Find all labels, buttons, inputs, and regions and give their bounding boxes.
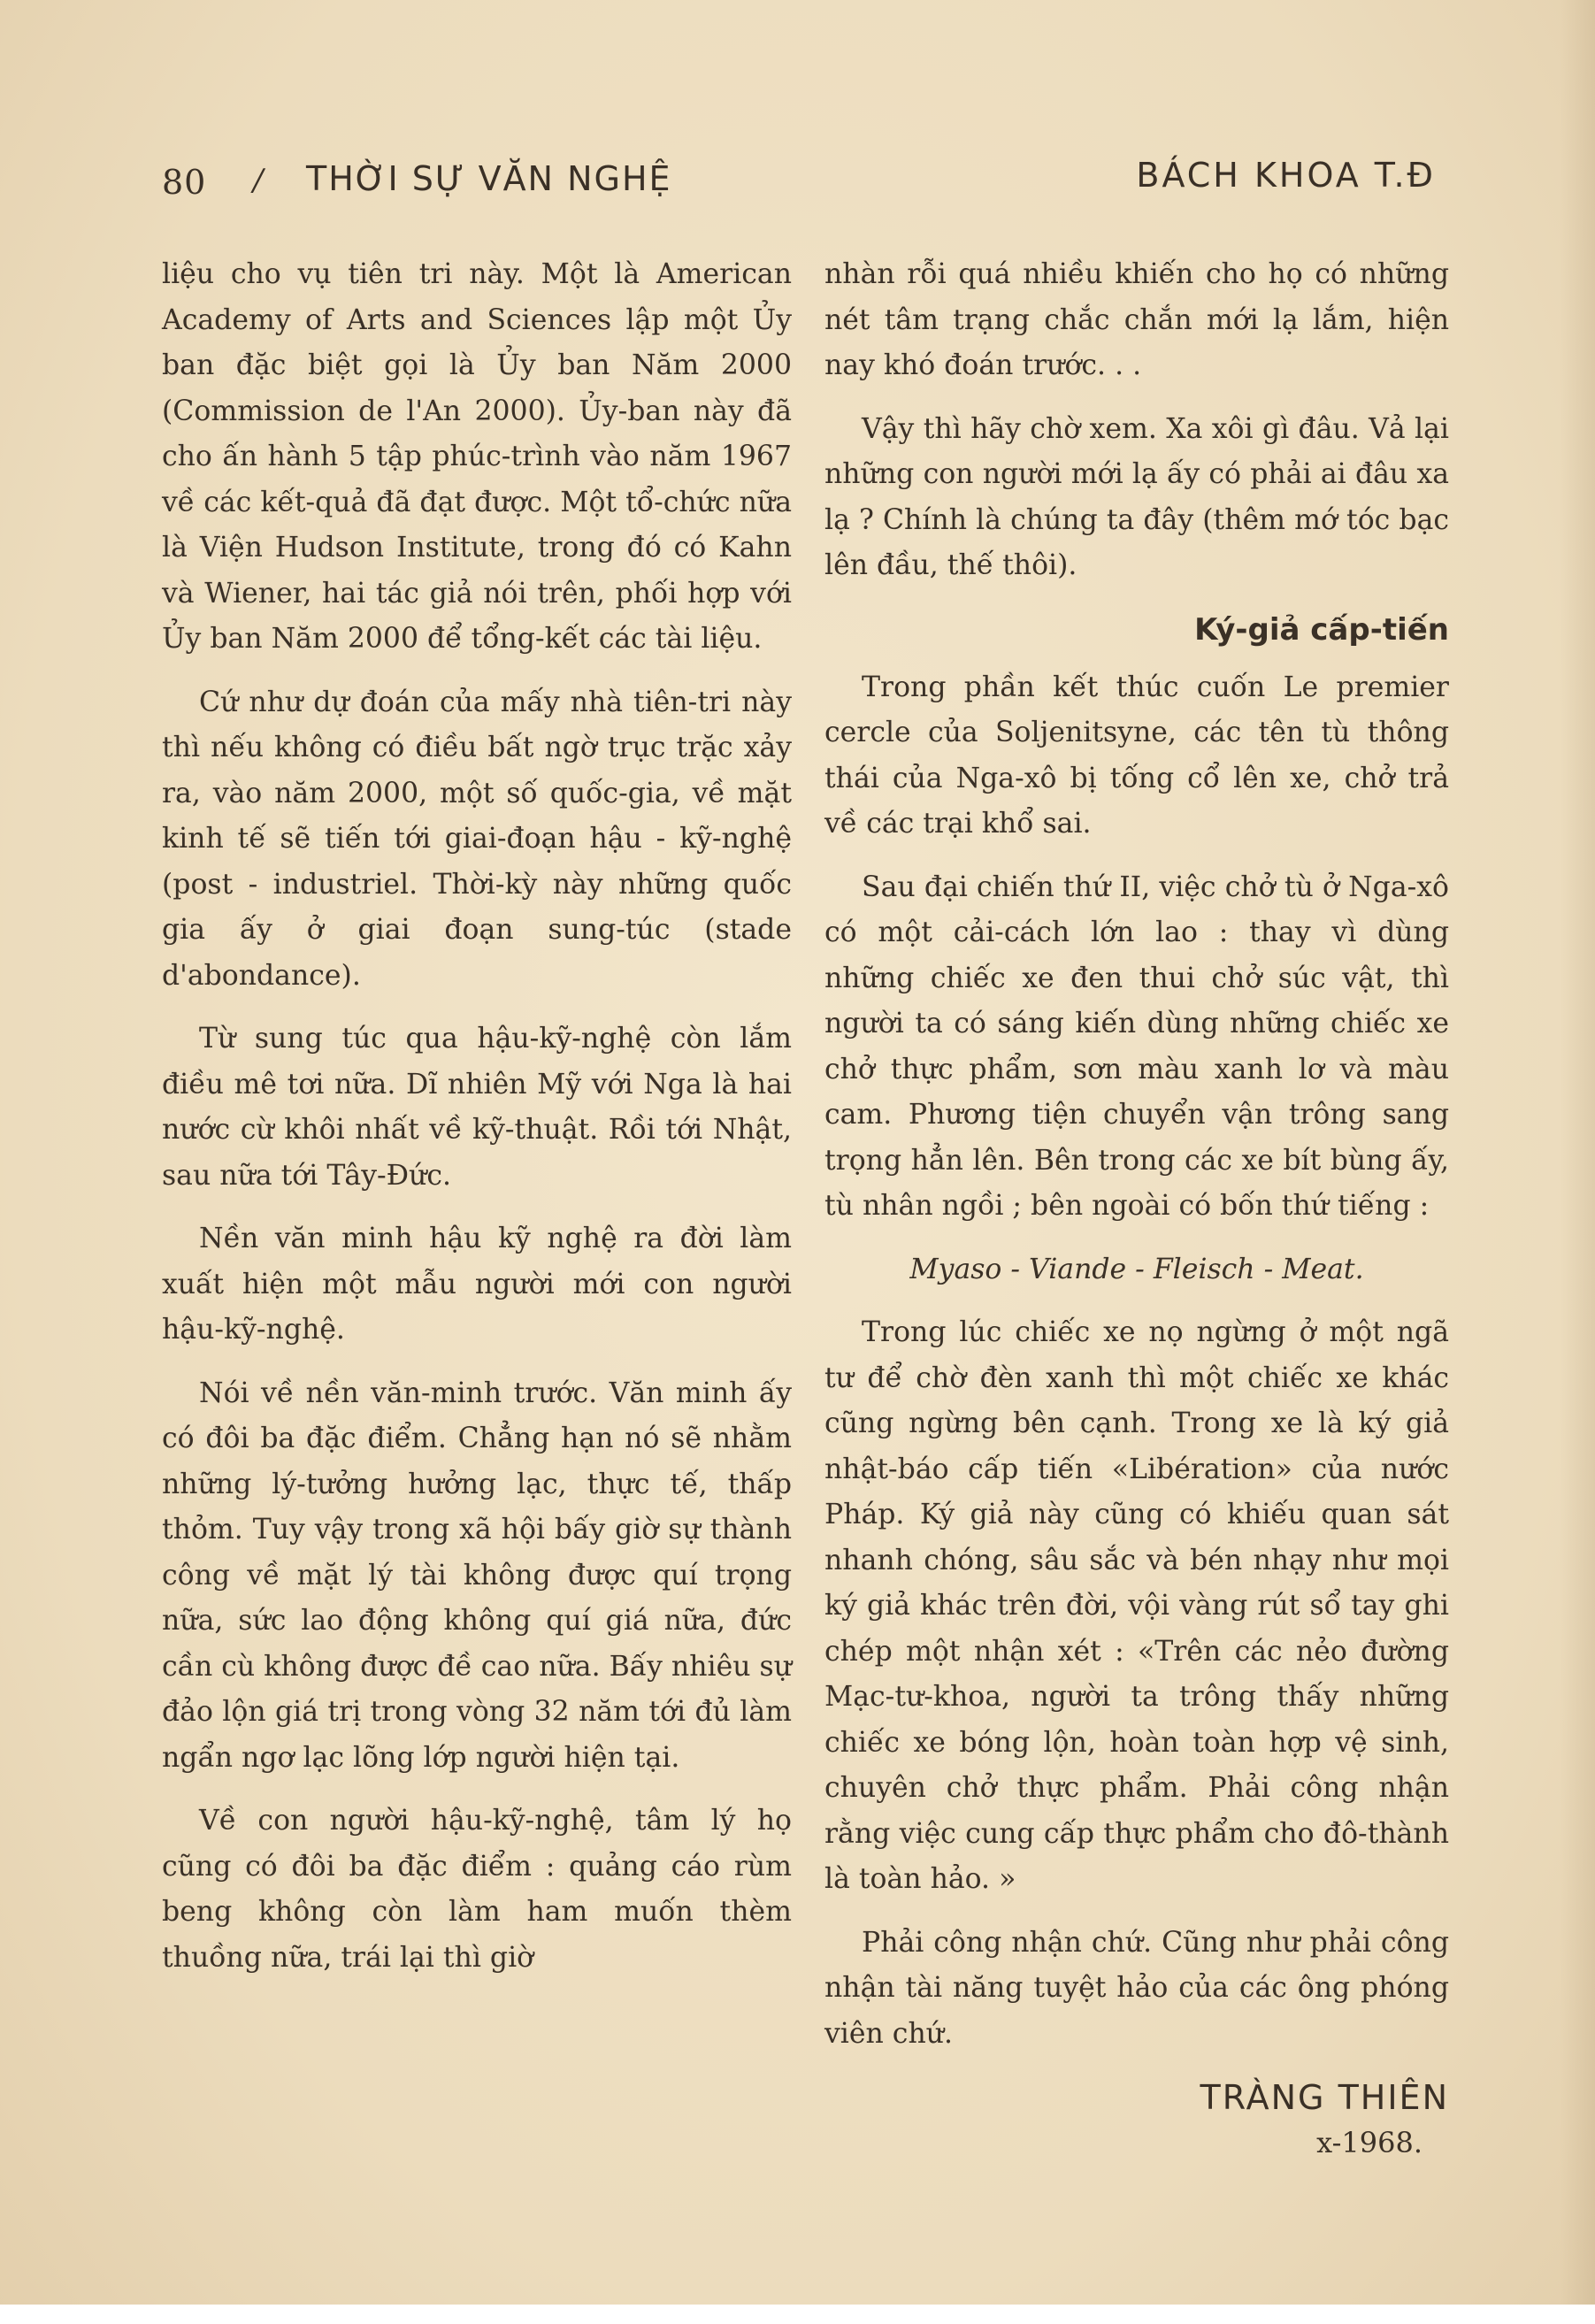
paragraph: Vậy thì hãy chờ xem. Xa xôi gì đâu. Vả lại những con người mới lạ ấy có phải ai đâu xa lạ ? Chính là chúng ta đây (thêm mớ tóc bạc lên đầu, thế thôi). [824, 412, 1449, 581]
paragraph: nhàn rỗi quá nhiều khiến cho họ có những nét tâm trạng chắc chắn mới lạ lắm, hiện nay khó đoán trước. . . [824, 258, 1449, 381]
section-title: THỜI SỰ VĂN NGHỆ [306, 159, 672, 198]
right-column [824, 252, 1449, 2165]
page-number: 80 [162, 163, 207, 202]
magazine-title: BÁCH KHOA T.Đ [1136, 156, 1436, 195]
scan-border [0, 2305, 1595, 2324]
paragraph: Trong lúc chiếc xe nọ ngừng ở một ngã tư để chờ đèn xanh thì một chiếc xe khác cũng ngừng bên cạnh. Trong xe là ký giả nhật-báo cấp tiến «Libération» của nước Pháp. Ký giả này cũng có khiếu quan sát nhanh chóng, sâu sắc và bén nhạy như mọi ký giả khác trên đời, vội vàng rút sổ tay ghi chép một nhận xét : «Trên các nẻo đường Mạc-tư-khoa, người ta trông thấy những chiếc xe bóng lộn, hoàn toàn hợp vệ sinh, chuyên chở thực phẩm. Phải công nhận rằng việc cung cấp thực phẩm cho đô-thành là toàn hảo. » [824, 1316, 1449, 1895]
paragraph: Phải công nhận chứ. Cũng như phải công nhận tài năng tuyệt hảo của các ông phóng viên chứ. [824, 1926, 1449, 2050]
paragraph: Nói về nền văn-minh trước. Văn minh ấy có đôi ba đặc điểm. Chẳng hạn nó sẽ nhằm những lý-tưởng hưởng lạc, thực tế, thấp thỏm. Tuy vậy trong xã hội bấy giờ sự thành công về mặt lý tài không được quí trọng nữa, sức lao động không quí giá nữa, đức cần cù không được đề cao nữa. Bấy nhiêu sự đảo lộn giá trị trong vòng 32 năm tới đủ làm ngẩn ngơ lạc lõng lớp người hiện tại. [162, 1377, 792, 1774]
paragraph: Nền văn minh hậu kỹ nghệ ra đời làm xuất hiện một mẫu người mới con người hậu-kỹ-nghệ. [162, 1223, 792, 1346]
subheading: Ký-giả cấp-tiến [1194, 611, 1449, 648]
header-separator: / [253, 163, 264, 198]
author-signature: TRÀNG THIÊN [1200, 2078, 1449, 2117]
left-column [162, 252, 792, 1998]
paragraph: Sau đại chiến thứ II, việc chở tù ở Nga-xô có một cải-cách lớn lao : thay vì dùng những chiếc xe đen thui chở súc vật, thì người ta có sáng kiến dùng những chiếc xe chở thực phẩm, sơn màu xanh lơ và màu cam. Phương tiện chuyển vận trông sang trọng hẳn lên. Bên trong các xe bít bùng ấy, tù nhân ngồi ; bên ngoài có bốn thứ tiếng : [824, 871, 1449, 1222]
paragraph: Cứ như dự đoán của mấy nhà tiên-tri này thì nếu không có điều bất ngờ trục trặc xảy ra, vào năm 2000, một số quốc-gia, về mặt kinh tế sẽ tiến tới giai-đoạn hậu - kỹ-nghệ (post - industriel. Thời-kỳ này những quốc gia ấy ở giai đoạn sung-túc (stade d'abondance). [162, 686, 792, 992]
paragraph: Trong phần kết thúc cuốn Le premier cercle của Soljenitsyne, các tên tù thông thái của Nga-xô bị tống cổ lên xe, chở trả về các trại khổ sai. [824, 671, 1449, 840]
running-header [162, 149, 1436, 211]
paragraph: Từ sung túc qua hậu-kỹ-nghệ còn lắm điều mê tơi nữa. Dĩ nhiên Mỹ với Nga là hai nước cừ khôi nhất về kỹ-thuật. Rồi tới Nhật, sau nữa tới Tây-Đức. [162, 1023, 792, 1192]
italic-line: Myaso - Viande - Fleisch - Meat. [909, 1253, 1364, 1285]
paragraph: Về con người hậu-kỹ-nghệ, tâm lý họ cũng có đôi ba đặc điểm : quảng cáo rùm beng không còn làm ham muốn thèm thuồng nữa, trái lại thì giờ [162, 1805, 792, 1974]
paragraph: liệu cho vụ tiên tri này. Một là American Academy of Arts and Sciences lập một Ủy ban đặc biệt gọi là Ủy ban Năm 2000 (Commission de l'An 2000). Ủy-ban này đã cho ấn hành 5 tập phúc-trình vào năm 1967 về các kết-quả đã đạt được. Một tổ-chức nữa là Viện Hudson Institute, trong đó có Kahn và Wiener, hai tác giả nói trên, phối hợp với Ủy ban Năm 2000 để tổng-kết các tài liệu. [162, 258, 792, 655]
page-edge-shadow [1560, 0, 1595, 2324]
dateline: x-1968. [1316, 2126, 1422, 2159]
